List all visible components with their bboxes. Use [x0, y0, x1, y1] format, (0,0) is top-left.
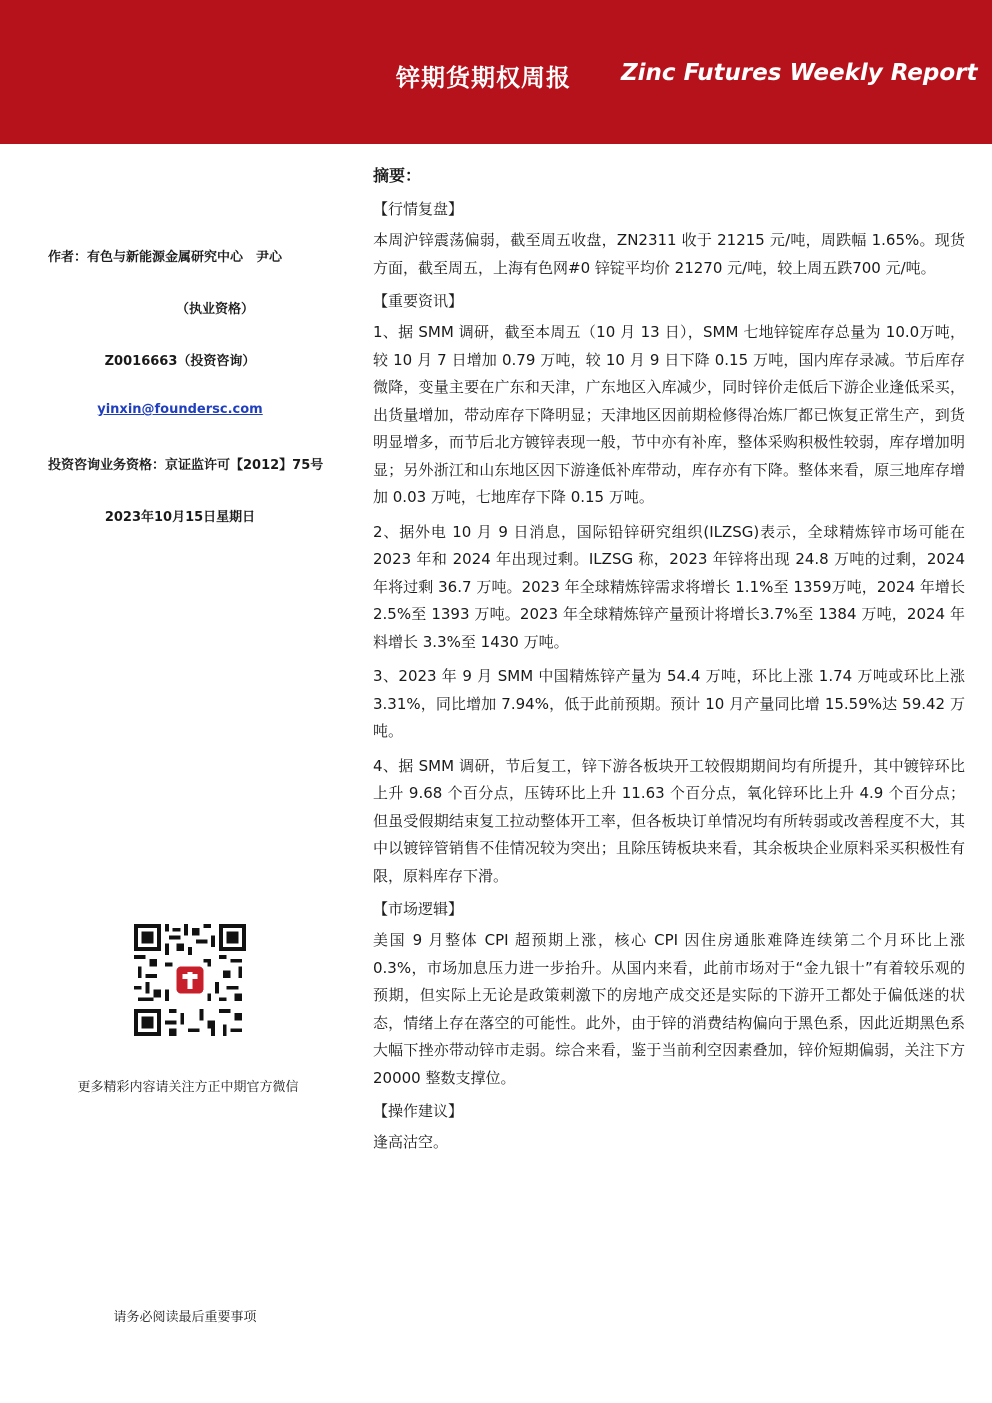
report-title-en: Zinc Futures Weekly Report: [621, 60, 978, 86]
license-number: Z0016663（投资咨询）: [104, 354, 256, 369]
news-item-3: 3、2023 年 9 月 SMM 中国精炼锌产量为 54.4 万吨，环比上涨 1.74 万吨或环比上涨 3.31%，同比增加 7.94%，低于此前预期。预计 10 月产量同比增 15.59%达 59.42 万吨。: [373, 667, 965, 740]
important-notice: 请务必阅读最后重要事项: [113, 1310, 257, 1325]
report-date: 2023年10月15日星期日: [104, 510, 256, 525]
news-item-2: 2、据外电 10 月 9 日消息，国际铅锌研究组织(ILZSG)表示，全球精炼锌市场可能在 2023 年和 2024 年出现过剩。ILZSG 称，2023 年锌将出现 24.8 万吨的过剩，2024 年将过剩 36.7 万吨。2023 年全球精炼锌需求将增长 1.1%至 1359万吨，2024 年增长 2.5%至 1393 万吨。2023 年全球精炼锌产量预计将增长3.7%至 1384 万吨，2024 年料增长 3.3%至 1430 万吨。: [373, 522, 965, 651]
summary-title: 摘要：: [373, 166, 422, 185]
advisory-license: 投资咨询业务资格：京证监许可【2012】75号: [48, 458, 324, 473]
advice-paragraph: 逢高沽空。: [373, 1133, 449, 1151]
logic-paragraph: 美国 9 月整体 CPI 超预期上涨，核心 CPI 因住房通胀难降连续第二个月环比上涨 0.3%，市场加息压力进一步抬升。从国内来看，此前市场对于“金九银十”有着较乐观的预期，但实际上无论是政策刺激下的房地产成交还是实际的下游开工都处于偏低迷的状态，情绪上存在落空的可能性。此外，由于锌的消费结构偏向于黑色系，因此近期黑色系大幅下挫亦带动锌市走弱。综合来看，鉴于当前利空因素叠加，锌价短期偏弱，关注下方 20000 整数支撑位。: [373, 931, 965, 1087]
author-line: 作者：有色与新能源金属研究中心 尹心: [48, 250, 283, 265]
report-body: [373, 164, 965, 1164]
author-email-link[interactable]: yinxin@foundersc.com: [97, 402, 263, 417]
news-item-1: 1、据 SMM 调研，截至本周五（10 月 13 日），SMM 七地锌锭库存总量为 10.0万吨，较 10 月 7 日增加 0.79 万吨，较 10 月 9 日下降 0.15 万吨，国内库存录减。节后库存微降，变量主要在广东和天津，广东地区入库减少，同时锌价走低后下游企业逢低采买，出货量增加，带动库存下降明显；天津地区因前期检修得冶炼厂都已恢复正常生产，到货明显增多，而节后北方镀锌表现一般，节中亦有补库，整体采购积极性较弱，库存增加明显；另外浙江和山东地区因下游逢低补库带动，库存亦有下降。整体来看，原三地库存增加 0.03 万吨，七地库存下降 0.15 万吨。: [373, 323, 965, 506]
review-paragraph: 本周沪锌震荡偏弱，截至周五收盘，ZN2311 收于 21215 元/吨，周跌幅 1.65%。现货方面，截至周五，上海有色网#0 锌锭平均价 21270 元/吨，较上周五跌700 元/吨。: [373, 231, 965, 277]
news-item-4: 4、据 SMM 调研，节后复工，锌下游各板块开工较假期期间均有所提升，其中镀锌环比上升 9.68 个百分点，压铸环比上升 11.63 个百分点，氧化锌环比上升 4.9 个百分点；但虽受假期结束复工拉动整体开工率，但各板块订单情况均有所转弱或改善程度不大，其中以镀锌管销售不佳情况较为突出；且除压铸板块来看，其余板块企业原料采买积极性有限，原料库存下滑。: [373, 756, 965, 885]
section-logic-heading: 【市场逻辑】: [373, 900, 464, 918]
wechat-qr-code-icon: [134, 924, 246, 1036]
report-title-cn: 锌期货期权周报: [396, 64, 571, 92]
qr-caption: 更多精彩内容请关注方正中期官方微信: [77, 1080, 299, 1095]
section-review-heading: 【行情复盘】: [373, 200, 464, 218]
qualification-label: （执业资格）: [175, 302, 254, 317]
section-news-heading: 【重要资讯】: [373, 292, 464, 310]
section-advice-heading: 【操作建议】: [373, 1102, 464, 1120]
